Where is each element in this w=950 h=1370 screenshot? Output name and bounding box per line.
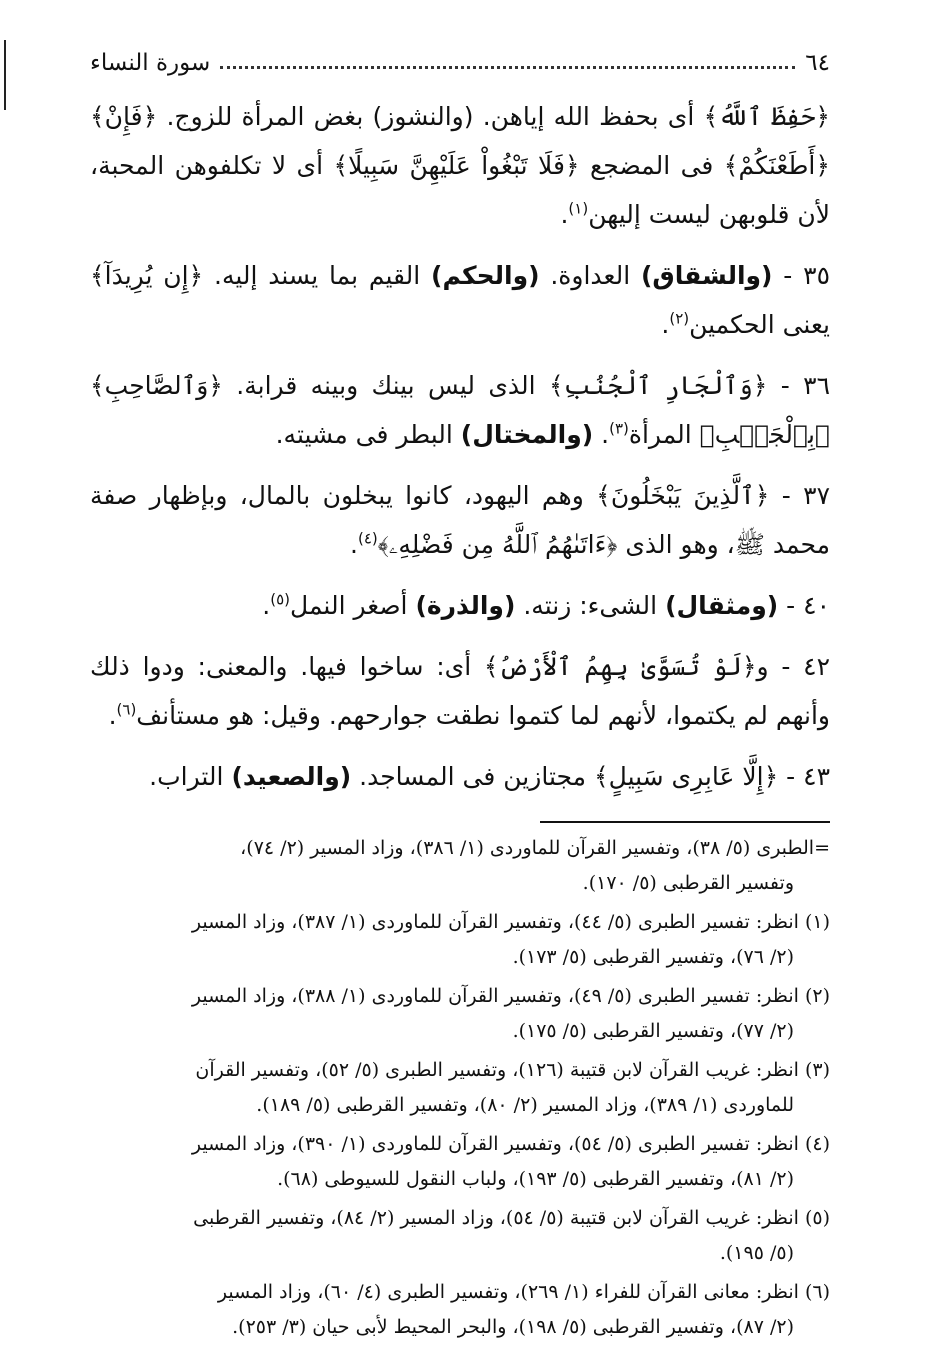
commentary-text: . (560, 200, 569, 229)
footnote-reference: (٣) (609, 419, 629, 438)
quran-bracket-open: ﴿ (763, 762, 779, 791)
quran-quote (484, 652, 757, 681)
quran-quote (596, 481, 769, 510)
commentary-text: التراب. (149, 762, 232, 791)
footnote-item (90, 1127, 830, 1197)
commentary-text: بغض المرأة للزوج. (157, 102, 373, 131)
footnote-reference: (١) (568, 199, 589, 218)
commentary-paragraph (90, 752, 830, 801)
quran-bracket-close: ﴾ (699, 420, 715, 449)
commentary-text: القيم بما يسند إليه. (203, 261, 432, 290)
commentary-text: فى المضجع (579, 151, 724, 180)
commentary-text: . (108, 701, 117, 730)
quran-quote-text: فَلَا تَبْغُواْ عَلَيْهِنَّ سَبِيلًا (348, 151, 565, 180)
commentary-text: أى بحفظ الله إياهن. (473, 102, 704, 131)
quran-bracket-close: ﴾ (703, 102, 719, 131)
commentary-paragraph (90, 251, 830, 349)
footnote-item (90, 1275, 830, 1345)
defined-term: (ومثقال) (665, 591, 779, 620)
quran-bracket-open: ﴿ (564, 151, 580, 180)
quran-bracket-close: ﴾ (483, 652, 499, 681)
quran-bracket-close: ﴾ (377, 530, 389, 559)
footnote-marker: (٢) (804, 985, 830, 1007)
quran-bracket-open: ﴿ (815, 102, 830, 131)
dotted-leader (220, 66, 795, 69)
quran-quote-text: وَٱلْجَارِ ٱلْجُنُبِ (563, 371, 753, 400)
footnote-text: انظر: معانى القرآن للفراء (١/ ٢٦٩)، وتفسير الطبرى (٤/ ٦٠)، وزاد المسير (217, 1281, 805, 1303)
footnote-marker: (١) (804, 911, 830, 933)
footnote-item (90, 979, 830, 1049)
defined-term: (والمختال) (460, 420, 594, 449)
page-header (90, 40, 830, 86)
defined-term: (والذرة) (415, 591, 516, 620)
surah-title: سورة النساء (90, 50, 211, 76)
footnote-text-continued: (٢/ ٧٦)، وتفسير القرطبى (٥/ ١٧٣). (512, 946, 794, 968)
quran-bracket-close: ﴾ (723, 151, 739, 180)
quran-quote-text: ٱلَّذِينَ يَبْخَلُونَ (610, 481, 755, 510)
quran-bracket-open: ﴿ (815, 151, 830, 180)
quran-quote (549, 371, 767, 400)
quran-bracket-open: ﴿ (752, 371, 768, 400)
quran-quote (90, 261, 203, 290)
commentary-text: مجتازين فى المساجد. (351, 762, 594, 791)
footnote-text-continued: (٢/ ٨١)، وتفسير القرطبى (٥/ ١٩٣)، ولباب النقول للسيوطى (٦٨). (277, 1168, 794, 1190)
main-text (90, 92, 830, 801)
quran-quote (90, 102, 157, 131)
quran-bracket-close: ﴾ (548, 371, 564, 400)
commentary-text: ٤٢ - و (756, 652, 830, 681)
quran-bracket-open: ﴿ (754, 481, 770, 510)
footnote-marker: (٦) (804, 1281, 830, 1303)
quran-bracket-close: ﴾ (90, 371, 105, 400)
quran-quote (90, 371, 223, 400)
quran-quote-text: إِلَّا عَابِرِى سَبِيلٍ (608, 762, 764, 791)
quran-quote (594, 762, 778, 791)
footnote-reference: (٤) (358, 529, 378, 548)
quran-bracket-close: ﴾ (593, 762, 609, 791)
commentary-text: ٤٠ - (778, 591, 830, 620)
quran-bracket-close: ﴾ (90, 102, 105, 131)
quran-bracket-close: ﴾ (333, 151, 349, 180)
quran-bracket-open: ﴿ (741, 652, 757, 681)
footnote-text-continued: للماوردى (١/ ٣٨٩)، وزاد المسير (٢/ ٨٠)، وتفسير القرطبى (٥/ ١٨٩). (256, 1094, 794, 1116)
footnote-reference: (٢) (669, 309, 690, 328)
commentary-text: . (593, 420, 610, 449)
commentary-text: لأن قلوبهن ليست إليهن (588, 200, 830, 229)
footnote-reference: (٥) (270, 590, 291, 609)
commentary-text: الذى ليس بينك وبينه قرابة. (222, 371, 549, 400)
footnotes (90, 831, 830, 1345)
commentary-text: الشىء: زنته. (515, 591, 666, 620)
footnote-item (90, 1053, 830, 1123)
page-binding-line (4, 40, 6, 110)
quran-bracket-open: ﴿ (606, 530, 618, 559)
commentary-paragraph (90, 92, 830, 239)
footnote-item (90, 905, 830, 975)
footnote-item (90, 831, 830, 901)
commentary-paragraph (90, 471, 830, 569)
footnote-marker: (٣) (804, 1059, 830, 1081)
quran-quote (704, 102, 830, 131)
commentary-text: المرأة (628, 420, 700, 449)
footnote-text: انظر: غريب القرآن لابن قتيبة (١٢٦)، وتفسير الطبرى (٥/ ٥٢)، وتفسير القرآن (195, 1059, 805, 1081)
quran-quote (378, 530, 618, 559)
footnote-separator (540, 821, 830, 823)
quran-quote-text: إِن يُرِيدَآ (104, 261, 189, 290)
footnote-text-continued: (٢/ ٨٧)، وتفسير القرطبى (٥/ ١٩٨)، والبحر المحيط لأبى حيان (٣/ ٢٥٣). (232, 1316, 794, 1338)
quran-quote-text: لَوْ تُسَوَّىٰ بِهِمُ ٱلْأَرْضُ (498, 652, 742, 681)
commentary-text: ٤٣ - (778, 762, 830, 791)
quran-bracket-close: ﴾ (596, 481, 611, 510)
footnote-text: انظر: تفسير الطبرى (٥/ ٤٩)، وتفسير القرآن للماوردى (١/ ٣٨٨)، وزاد المسير (191, 985, 805, 1007)
defined-term: (والصعيد) (231, 762, 352, 791)
quran-quote-text: أَطَعْنَكُمْ (738, 151, 816, 180)
commentary-text: . (350, 530, 358, 559)
quran-quote (724, 151, 830, 180)
quran-quote-text: فَإِنْ (104, 102, 143, 131)
quran-quote-text: ءَاتَىٰهُمُ ٱللَّهُ مِن فَضْلِهِۦ (388, 530, 607, 559)
quran-bracket-close: ﴾ (90, 261, 105, 290)
footnote-marker: (٥) (804, 1207, 830, 1229)
quran-bracket-open: ﴿ (814, 420, 830, 449)
quran-bracket-open: ﴿ (188, 261, 204, 290)
quran-quote (700, 420, 830, 449)
quran-quote-text: بِٱلْجَنۢبِ (714, 420, 815, 449)
commentary-text: . (661, 310, 670, 339)
footnote-text-continued: (٢/ ٧٧)، وتفسير القرطبى (٥/ ١٧٥). (512, 1020, 794, 1042)
quran-quote-text: حَفِظَ ٱللَّهُ (718, 102, 816, 131)
quran-bracket-open: ﴿ (142, 102, 158, 131)
footnote-text: انظر: غريب القرآن لابن قتيبة (٥/ ٥٤)، وزاد المسير (٢/ ٨٤)، وتفسير القرطبى (193, 1207, 805, 1229)
quran-quote-text: وَٱلصَّاحِبِ (104, 371, 209, 400)
commentary-paragraph (90, 581, 830, 630)
commentary-text: أى لا تكلفوهن المحبة، (90, 151, 334, 180)
commentary-text: ٣٧ - (769, 481, 830, 510)
footnote-item (90, 1201, 830, 1271)
quran-quote (333, 151, 579, 180)
commentary-text: وهم اليهود، كانوا يبخلون بالمال، وبإظهار صفة (90, 481, 597, 510)
commentary-text: محمد ﷺ، وهو الذى (617, 530, 830, 559)
footnote-text: =الطبرى (٥/ ٣٨)، وتفسير القرآن للماوردى (١/ ٣٨٦)، وزاد المسير (٢/ ٧٤)، (240, 837, 830, 859)
page-number: ٦٤ (805, 50, 830, 76)
commentary-text: العداوة. (539, 261, 641, 290)
commentary-paragraph (90, 361, 830, 459)
commentary-text: أى: ساخوا فيها. والمعنى: ودوا ذلك (90, 652, 484, 681)
footnote-marker: (٤) (804, 1133, 830, 1155)
commentary-paragraph (90, 642, 830, 740)
book-page (90, 40, 830, 1350)
footnote-text: انظر: تفسير الطبرى (٥/ ٤٤)، وتفسير القرآن للماوردى (١/ ٣٨٧)، وزاد المسير (191, 911, 805, 933)
footnote-reference: (٦) (116, 700, 137, 719)
defined-term: (والشقاق) (640, 261, 773, 290)
commentary-text: يعنى الحكمين (689, 310, 830, 339)
commentary-text: ٣٦ - (767, 371, 830, 400)
commentary-text: وأنهم لم يكتموا، لأنهم لما كتموا نطقت جوارحهم. وقيل: هو مستأنف (136, 701, 830, 730)
commentary-text: . (262, 591, 271, 620)
footnote-text: انظر: تفسير الطبرى (٥/ ٥٤)، وتفسير القرآن للماوردى (١/ ٣٩٠)، وزاد المسير (191, 1133, 805, 1155)
commentary-text: ٣٥ - (772, 261, 830, 290)
commentary-text: (والنشوز) (372, 102, 474, 131)
footnote-text-continued: (٥/ ١٩٥). (719, 1242, 794, 1264)
commentary-text: أصغر النمل (290, 591, 416, 620)
commentary-text: البطر فى مشيته. (275, 420, 461, 449)
defined-term: (والحكم) (431, 261, 540, 290)
quran-bracket-open: ﴿ (208, 371, 223, 400)
footnote-text-continued: وتفسير القرطبى (٥/ ١٧٠). (582, 872, 794, 894)
